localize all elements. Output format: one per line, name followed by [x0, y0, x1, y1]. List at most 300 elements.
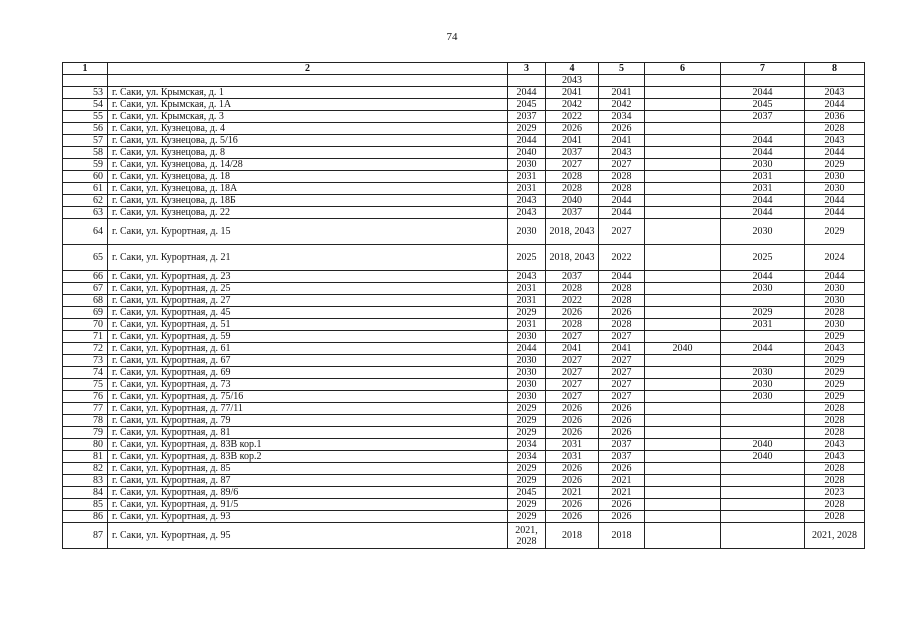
cell-col-3: 2029: [508, 415, 546, 427]
cell-address: г. Саки, ул. Курортная, д. 51: [108, 319, 508, 331]
cell-col-3: 2021, 2028: [508, 523, 546, 549]
cell-row-number: 69: [63, 307, 108, 319]
cell-col-6: [645, 147, 721, 159]
cell-col-3: [508, 75, 546, 87]
cell-col-3: 2045: [508, 99, 546, 111]
cell-col-3: 2030: [508, 391, 546, 403]
cell-col-3: 2031: [508, 319, 546, 331]
cell-col-8: 2044: [805, 195, 865, 207]
col-header-6: 6: [645, 63, 721, 75]
cell-col-6: [645, 355, 721, 367]
cell-row-number: 61: [63, 183, 108, 195]
cell-col-3: 2030: [508, 367, 546, 379]
cell-col-6: [645, 427, 721, 439]
cell-col-3: 2045: [508, 487, 546, 499]
cell-row-number: 74: [63, 367, 108, 379]
cell-row-number: 64: [63, 219, 108, 245]
cell-row-number: 75: [63, 379, 108, 391]
cell-col-7: [721, 75, 805, 87]
cell-col-5: 2043: [599, 147, 645, 159]
cell-col-5: 2026: [599, 403, 645, 415]
cell-col-6: [645, 111, 721, 123]
cell-col-8: 2028: [805, 499, 865, 511]
cell-address: г. Саки, ул. Курортная, д. 59: [108, 331, 508, 343]
cell-col-5: 2021: [599, 475, 645, 487]
cell-col-4: 2037: [546, 271, 599, 283]
cell-col-4: 2041: [546, 135, 599, 147]
cell-col-8: 2030: [805, 171, 865, 183]
cell-col-6: [645, 463, 721, 475]
table-row: [63, 331, 865, 343]
cell-col-5: 2021: [599, 487, 645, 499]
cell-col-8: 2044: [805, 147, 865, 159]
cell-col-4: 2026: [546, 463, 599, 475]
cell-col-4: 2042: [546, 99, 599, 111]
cell-col-5: 2027: [599, 379, 645, 391]
cell-col-7: [721, 331, 805, 343]
cell-address: г. Саки, ул. Курортная, д. 23: [108, 271, 508, 283]
table-row: [63, 171, 865, 183]
cell-col-4: 2027: [546, 159, 599, 171]
cell-row-number: 76: [63, 391, 108, 403]
cell-address: г. Саки, ул. Курортная, д. 21: [108, 245, 508, 271]
cell-col-4: 2026: [546, 403, 599, 415]
cell-col-6: [645, 475, 721, 487]
cell-col-8: 2023: [805, 487, 865, 499]
table-row: [63, 379, 865, 391]
table-row: [63, 427, 865, 439]
cell-row-number: 85: [63, 499, 108, 511]
cell-col-5: 2026: [599, 427, 645, 439]
cell-col-6: [645, 499, 721, 511]
cell-col-6: [645, 271, 721, 283]
cell-col-3: 2044: [508, 343, 546, 355]
cell-col-4: 2022: [546, 111, 599, 123]
cell-col-8: 2028: [805, 415, 865, 427]
schedule-table: [62, 62, 865, 549]
cell-col-6: [645, 511, 721, 523]
cell-address: г. Саки, ул. Кузнецова, д. 18: [108, 171, 508, 183]
cell-col-8: 2029: [805, 367, 865, 379]
cell-col-6: [645, 391, 721, 403]
cell-col-6: [645, 207, 721, 219]
cell-col-6: [645, 87, 721, 99]
cell-col-4: 2026: [546, 427, 599, 439]
cell-row-number: 53: [63, 87, 108, 99]
cell-col-8: 2030: [805, 283, 865, 295]
table-row: [63, 123, 865, 135]
cell-col-4: 2027: [546, 379, 599, 391]
cell-col-4: 2028: [546, 183, 599, 195]
cell-col-4: 2027: [546, 367, 599, 379]
cell-col-5: 2027: [599, 331, 645, 343]
cell-row-number: 80: [63, 439, 108, 451]
cell-row-number: 55: [63, 111, 108, 123]
cell-col-3: 2043: [508, 195, 546, 207]
cell-col-7: 2025: [721, 245, 805, 271]
col-header-4: 4: [546, 63, 599, 75]
cell-col-7: 2030: [721, 283, 805, 295]
cell-col-5: 2027: [599, 391, 645, 403]
cell-col-8: 2028: [805, 307, 865, 319]
cell-col-4: 2018: [546, 523, 599, 549]
cell-col-5: 2028: [599, 171, 645, 183]
table-row: [63, 295, 865, 307]
cell-col-7: 2030: [721, 379, 805, 391]
cell-col-8: 2029: [805, 379, 865, 391]
cell-col-7: 2044: [721, 147, 805, 159]
cell-col-5: 2026: [599, 463, 645, 475]
cell-col-8: 2028: [805, 463, 865, 475]
cell-address: г. Саки, ул. Кузнецова, д. 8: [108, 147, 508, 159]
cell-col-5: 2041: [599, 343, 645, 355]
cell-col-3: 2030: [508, 219, 546, 245]
cell-col-3: 2030: [508, 355, 546, 367]
cell-row-number: 83: [63, 475, 108, 487]
cell-col-5: 2027: [599, 219, 645, 245]
cell-col-8: 2029: [805, 391, 865, 403]
cell-col-3: 2034: [508, 451, 546, 463]
cell-address: г. Саки, ул. Курортная, д. 83В кор.2: [108, 451, 508, 463]
cell-col-6: [645, 219, 721, 245]
cell-col-7: [721, 427, 805, 439]
cell-col-4: 2037: [546, 207, 599, 219]
cell-col-8: 2044: [805, 207, 865, 219]
cell-col-8: 2043: [805, 343, 865, 355]
cell-row-number: 56: [63, 123, 108, 135]
cell-col-3: 2029: [508, 403, 546, 415]
table-row: [63, 439, 865, 451]
cell-col-3: 2044: [508, 135, 546, 147]
cell-col-7: [721, 475, 805, 487]
cell-col-7: [721, 523, 805, 549]
cell-col-8: 2028: [805, 123, 865, 135]
cell-col-7: 2029: [721, 307, 805, 319]
cell-address: г. Саки, ул. Курортная, д. 85: [108, 463, 508, 475]
table-row: [63, 511, 865, 523]
cell-col-7: [721, 295, 805, 307]
cell-address: г. Саки, ул. Курортная, д. 69: [108, 367, 508, 379]
cell-col-8: 2029: [805, 331, 865, 343]
table-row: [63, 99, 865, 111]
cell-col-4: 2041: [546, 343, 599, 355]
cell-col-6: [645, 439, 721, 451]
cell-row-number: 57: [63, 135, 108, 147]
cell-col-4: 2022: [546, 295, 599, 307]
cell-address: г. Саки, ул. Кузнецова, д. 18А: [108, 183, 508, 195]
cell-col-4: 2026: [546, 475, 599, 487]
cell-col-8: 2021, 2028: [805, 523, 865, 549]
cell-col-6: [645, 331, 721, 343]
cell-row-number: 65: [63, 245, 108, 271]
cell-address: г. Саки, ул. Курортная, д. 15: [108, 219, 508, 245]
cell-col-7: [721, 403, 805, 415]
cell-col-5: 2044: [599, 195, 645, 207]
cell-col-7: [721, 487, 805, 499]
table-row: [63, 207, 865, 219]
cell-col-5: 2027: [599, 355, 645, 367]
cell-address: г. Саки, ул. Курортная, д. 25: [108, 283, 508, 295]
cell-col-3: 2029: [508, 463, 546, 475]
cell-col-3: 2034: [508, 439, 546, 451]
col-header-2: 2: [108, 63, 508, 75]
cell-col-7: 2030: [721, 367, 805, 379]
cell-col-6: [645, 415, 721, 427]
cell-col-7: 2030: [721, 391, 805, 403]
cell-col-4: 2028: [546, 283, 599, 295]
cell-address: г. Саки, ул. Курортная, д. 73: [108, 379, 508, 391]
cell-col-3: 2029: [508, 307, 546, 319]
cell-row-number: 63: [63, 207, 108, 219]
cell-col-3: 2029: [508, 511, 546, 523]
cell-col-6: [645, 523, 721, 549]
cell-col-8: 2029: [805, 159, 865, 171]
cell-col-8: 2044: [805, 99, 865, 111]
cell-col-4: 2040: [546, 195, 599, 207]
cell-row-number: 87: [63, 523, 108, 549]
cell-col-3: 2029: [508, 499, 546, 511]
table-row: [63, 319, 865, 331]
cell-col-7: 2030: [721, 159, 805, 171]
cell-address: г. Саки, ул. Крымская, д. 1А: [108, 99, 508, 111]
cell-col-6: [645, 195, 721, 207]
cell-col-7: 2040: [721, 439, 805, 451]
cell-col-8: 2028: [805, 511, 865, 523]
cell-col-3: 2044: [508, 87, 546, 99]
cell-col-5: 2044: [599, 207, 645, 219]
cell-col-5: 2041: [599, 87, 645, 99]
cell-col-6: [645, 171, 721, 183]
table-row: [63, 283, 865, 295]
cell-col-5: 2028: [599, 295, 645, 307]
cell-col-4: 2028: [546, 171, 599, 183]
cell-address: г. Саки, ул. Кузнецова, д. 5/16: [108, 135, 508, 147]
cell-col-5: 2027: [599, 159, 645, 171]
cell-col-4: 2018, 2043: [546, 245, 599, 271]
cell-col-6: [645, 379, 721, 391]
col-header-5: 5: [599, 63, 645, 75]
cell-address: г. Саки, ул. Курортная, д. 45: [108, 307, 508, 319]
cell-col-8: 2028: [805, 427, 865, 439]
cell-row-number: 81: [63, 451, 108, 463]
table-row: [63, 75, 865, 87]
cell-col-8: 2029: [805, 219, 865, 245]
cell-col-8: 2036: [805, 111, 865, 123]
cell-col-8: 2030: [805, 319, 865, 331]
cell-address: г. Саки, ул. Кузнецова, д. 4: [108, 123, 508, 135]
cell-row-number: 58: [63, 147, 108, 159]
cell-col-8: 2028: [805, 475, 865, 487]
col-header-3: 3: [508, 63, 546, 75]
cell-row-number: 86: [63, 511, 108, 523]
cell-address: г. Саки, ул. Курортная, д. 27: [108, 295, 508, 307]
cell-col-4: 2026: [546, 123, 599, 135]
cell-col-6: 2040: [645, 343, 721, 355]
cell-col-5: 2044: [599, 271, 645, 283]
table-row: [63, 195, 865, 207]
cell-col-8: 2044: [805, 271, 865, 283]
cell-address: г. Саки, ул. Курортная, д. 93: [108, 511, 508, 523]
cell-row-number: 70: [63, 319, 108, 331]
cell-col-8: 2043: [805, 87, 865, 99]
cell-col-7: [721, 511, 805, 523]
cell-col-6: [645, 451, 721, 463]
table-row: [63, 245, 865, 271]
cell-col-3: 2031: [508, 183, 546, 195]
cell-row-number: 72: [63, 343, 108, 355]
cell-row-number: 73: [63, 355, 108, 367]
table-row: [63, 87, 865, 99]
cell-address: г. Саки, ул. Курортная, д. 89/6: [108, 487, 508, 499]
cell-col-6: [645, 319, 721, 331]
cell-col-7: 2044: [721, 87, 805, 99]
cell-col-3: 2031: [508, 283, 546, 295]
cell-col-6: [645, 99, 721, 111]
cell-col-3: 2043: [508, 207, 546, 219]
cell-col-7: 2044: [721, 195, 805, 207]
cell-address: [108, 75, 508, 87]
cell-col-5: [599, 75, 645, 87]
cell-col-4: 2027: [546, 331, 599, 343]
cell-address: г. Саки, ул. Крымская, д. 3: [108, 111, 508, 123]
cell-col-6: [645, 283, 721, 295]
cell-row-number: 68: [63, 295, 108, 307]
cell-col-4: 2018, 2043: [546, 219, 599, 245]
cell-col-3: 2025: [508, 245, 546, 271]
cell-col-4: 2021: [546, 487, 599, 499]
cell-row-number: 78: [63, 415, 108, 427]
cell-col-4: 2028: [546, 319, 599, 331]
cell-col-5: 2028: [599, 319, 645, 331]
cell-col-5: 2041: [599, 135, 645, 147]
cell-col-4: 2043: [546, 75, 599, 87]
cell-col-5: 2026: [599, 307, 645, 319]
cell-col-6: [645, 367, 721, 379]
cell-col-5: 2018: [599, 523, 645, 549]
cell-col-8: 2043: [805, 451, 865, 463]
cell-col-8: 2030: [805, 295, 865, 307]
cell-col-3: 2029: [508, 123, 546, 135]
cell-col-4: 2027: [546, 355, 599, 367]
cell-col-8: [805, 75, 865, 87]
cell-row-number: 60: [63, 171, 108, 183]
cell-col-3: 2031: [508, 171, 546, 183]
table-row: [63, 183, 865, 195]
cell-col-5: 2026: [599, 499, 645, 511]
table-row: [63, 367, 865, 379]
cell-col-8: 2024: [805, 245, 865, 271]
cell-col-7: 2045: [721, 99, 805, 111]
cell-col-6: [645, 123, 721, 135]
cell-row-number: 62: [63, 195, 108, 207]
cell-row-number: 66: [63, 271, 108, 283]
cell-address: г. Саки, ул. Курортная, д. 75/16: [108, 391, 508, 403]
cell-col-6: [645, 307, 721, 319]
cell-row-number: 82: [63, 463, 108, 475]
cell-col-8: 2030: [805, 183, 865, 195]
cell-col-4: 2026: [546, 499, 599, 511]
cell-col-8: 2028: [805, 403, 865, 415]
cell-col-4: 2027: [546, 391, 599, 403]
table-row: [63, 355, 865, 367]
table-row: [63, 307, 865, 319]
cell-col-3: 2031: [508, 295, 546, 307]
cell-col-7: 2031: [721, 319, 805, 331]
table-row: [63, 219, 865, 245]
cell-col-7: 2030: [721, 219, 805, 245]
cell-col-7: [721, 499, 805, 511]
cell-col-3: 2037: [508, 111, 546, 123]
table-row: [63, 343, 865, 355]
cell-col-5: 2026: [599, 123, 645, 135]
cell-col-3: 2029: [508, 475, 546, 487]
cell-col-6: [645, 159, 721, 171]
cell-col-6: [645, 75, 721, 87]
cell-address: г. Саки, ул. Кузнецова, д. 22: [108, 207, 508, 219]
table-row: [63, 159, 865, 171]
table-row: [63, 499, 865, 511]
cell-col-7: 2044: [721, 343, 805, 355]
cell-col-3: 2030: [508, 331, 546, 343]
cell-address: г. Саки, ул. Курортная, д. 95: [108, 523, 508, 549]
cell-address: г. Саки, ул. Курортная, д. 83В кор.1: [108, 439, 508, 451]
cell-col-3: 2030: [508, 379, 546, 391]
cell-col-5: 2022: [599, 245, 645, 271]
cell-address: г. Саки, ул. Курортная, д. 61: [108, 343, 508, 355]
table-row: [63, 475, 865, 487]
table-row: [63, 271, 865, 283]
cell-col-5: 2028: [599, 283, 645, 295]
col-header-8: 8: [805, 63, 865, 75]
cell-col-7: 2040: [721, 451, 805, 463]
cell-col-6: [645, 403, 721, 415]
cell-col-3: 2040: [508, 147, 546, 159]
cell-col-5: 2026: [599, 415, 645, 427]
cell-col-3: 2029: [508, 427, 546, 439]
cell-row-number: 79: [63, 427, 108, 439]
cell-col-4: 2026: [546, 415, 599, 427]
cell-address: г. Саки, ул. Курортная, д. 79: [108, 415, 508, 427]
cell-row-number: 67: [63, 283, 108, 295]
cell-col-5: 2026: [599, 511, 645, 523]
cell-col-8: 2029: [805, 355, 865, 367]
cell-col-7: 2044: [721, 135, 805, 147]
table-body: [63, 75, 865, 549]
cell-row-number: [63, 75, 108, 87]
cell-col-6: [645, 183, 721, 195]
cell-col-6: [645, 135, 721, 147]
cell-col-7: 2044: [721, 207, 805, 219]
table-row: [63, 135, 865, 147]
table-row: [63, 147, 865, 159]
cell-address: г. Саки, ул. Крымская, д. 1: [108, 87, 508, 99]
cell-col-5: 2037: [599, 439, 645, 451]
cell-col-7: [721, 463, 805, 475]
table-row: [63, 111, 865, 123]
table-row: [63, 487, 865, 499]
cell-row-number: 71: [63, 331, 108, 343]
cell-col-7: 2031: [721, 183, 805, 195]
cell-col-6: [645, 245, 721, 271]
cell-row-number: 54: [63, 99, 108, 111]
col-header-7: 7: [721, 63, 805, 75]
cell-col-6: [645, 487, 721, 499]
cell-address: г. Саки, ул. Курортная, д. 91/5: [108, 499, 508, 511]
col-header-1: 1: [63, 63, 108, 75]
header-row: [63, 63, 865, 75]
table-row: [63, 391, 865, 403]
cell-address: г. Саки, ул. Кузнецова, д. 14/28: [108, 159, 508, 171]
